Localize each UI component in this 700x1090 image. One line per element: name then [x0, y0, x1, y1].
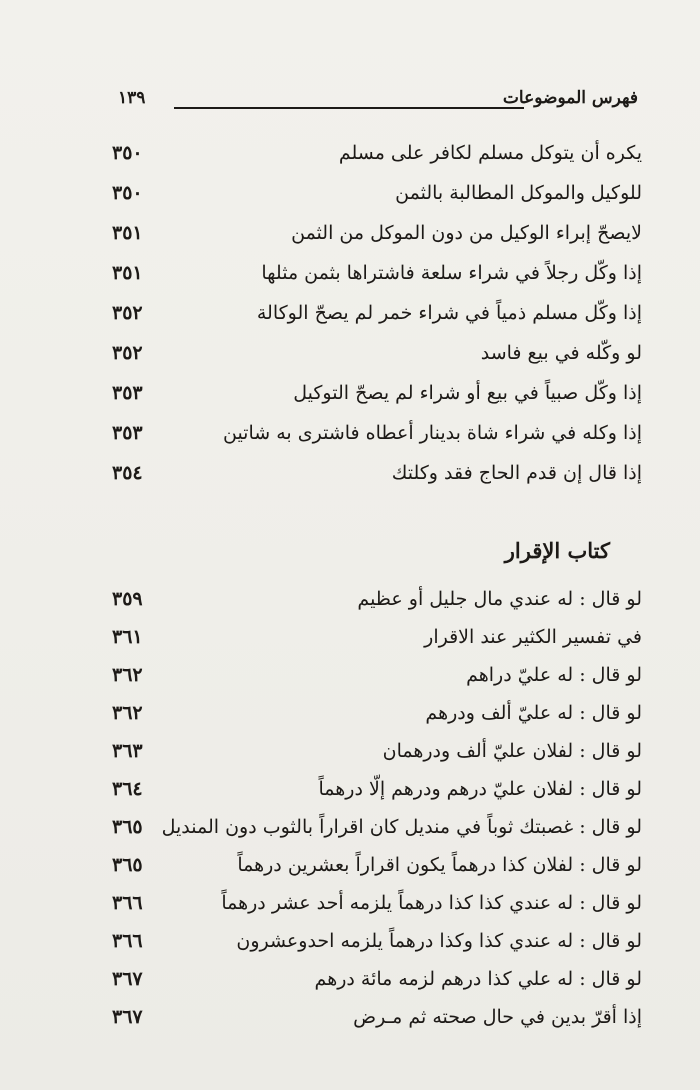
- index-entry: [112, 584, 642, 622]
- entry-text: إذا وكله في شراء شاة بدينار أعطاه فاشترى به شاتين: [222, 422, 642, 444]
- section-heading: كتاب الإقرار: [504, 538, 610, 563]
- entry-text: لو قال : له عندي كذا وكذا درهماً يلزمه احدوعشرون: [236, 930, 642, 952]
- entry-text: لو قال : لفلان عليّ ألف ودرهمان: [382, 740, 642, 762]
- entry-text: لو قال : له عليّ دراهم: [466, 664, 642, 686]
- header-title: فهرس الموضوعات: [502, 88, 638, 108]
- index-entry: [112, 926, 642, 964]
- entry-page: ٣٥١: [112, 222, 143, 244]
- entry-text: في تفسير الكثير عند الاقرار: [424, 626, 642, 648]
- entry-text: لو قال : لفلان كذا درهماً يكون اقراراً بعشرين درهماً: [237, 854, 642, 876]
- index-entry: [112, 298, 642, 338]
- header-page-number: ١٣٩: [118, 88, 146, 108]
- index-entry: [112, 378, 642, 418]
- entry-page: ٣٥٣: [112, 382, 143, 404]
- entry-text: إذا وكّل مسلم ذمياً في شراء خمر لم يصحّ الوكالة: [256, 302, 642, 324]
- entry-page: ٣٥٤: [112, 462, 143, 484]
- entry-page: ٣٥١: [112, 262, 143, 284]
- entry-page: ٣٦٢: [112, 664, 143, 686]
- entry-text: إذا وكّل صبياً في بيع أو شراء لم يصحّ التوكيل: [293, 382, 642, 404]
- entry-text: إذا وكّل رجلاً في شراء سلعة فاشتراها بثمن مثلها: [261, 262, 642, 284]
- index-entry: [112, 660, 642, 698]
- entry-text: لو قال : له عندي مال جليل أو عظيم: [357, 588, 642, 610]
- index-entry: [112, 418, 642, 458]
- entry-text: لايصحّ إبراء الوكيل من دون الموكل من الثمن: [291, 222, 642, 244]
- entry-page: ٣٦٥: [112, 816, 143, 838]
- entry-page: ٣٦١: [112, 626, 143, 648]
- entry-text: لو قال : لفلان عليّ درهم ودرهم إلّا درهماً: [318, 778, 642, 800]
- index-list-bottom: [112, 584, 642, 1040]
- entry-page: ٣٦٤: [112, 778, 143, 800]
- entry-text: لو قال : له عندي كذا كذا درهماً يلزمه أحد عشر درهماً: [221, 892, 642, 914]
- entry-text: لو قال : له علي كذا درهم لزمه مائة درهم: [314, 968, 642, 990]
- index-entry: [112, 138, 642, 178]
- entry-page: ٣٦٢: [112, 702, 143, 724]
- entry-page: ٣٥٣: [112, 422, 143, 444]
- index-entry: [112, 774, 642, 812]
- entry-page: ٣٥٢: [112, 302, 143, 324]
- index-entry: [112, 964, 642, 1002]
- entry-page: ٣٦٧: [112, 1006, 143, 1028]
- entry-text: لو قال : غصبتك ثوباً في منديل كان اقراراً بالثوب دون المنديل: [161, 816, 642, 838]
- entry-text: يكره أن يتوكل مسلم لكافر على مسلم: [338, 142, 642, 164]
- index-entry: [112, 258, 642, 298]
- entry-page: ٣٦٣: [112, 740, 143, 762]
- index-entry: [112, 218, 642, 258]
- entry-page: ٣٦٦: [112, 930, 143, 952]
- index-entry: [112, 850, 642, 888]
- index-entry: [112, 622, 642, 660]
- entry-page: ٣٦٥: [112, 854, 143, 876]
- entry-page: ٣٥٠: [112, 182, 143, 204]
- index-entry: [112, 698, 642, 736]
- entry-text: إذا قال إن قدم الحاج فقد وكلتك: [391, 462, 642, 484]
- index-entry: [112, 178, 642, 218]
- entry-page: ٣٦٦: [112, 892, 143, 914]
- page-header: [118, 88, 638, 120]
- index-list-top: [112, 138, 642, 498]
- entry-page: ٣٥٩: [112, 588, 143, 610]
- index-entry: [112, 338, 642, 378]
- header-rule: [174, 107, 524, 109]
- entry-page: ٣٥٠: [112, 142, 143, 164]
- entry-page: ٣٦٧: [112, 968, 143, 990]
- index-entry: [112, 888, 642, 926]
- entry-text: إذا أقرّ بدين في حال صحته ثم مـرض: [353, 1006, 642, 1028]
- index-entry: [112, 1002, 642, 1040]
- index-entry: [112, 458, 642, 498]
- index-entry: [112, 736, 642, 774]
- index-entry: [112, 812, 642, 850]
- entry-text: لو قال : له عليّ ألف ودرهم: [425, 702, 642, 724]
- entry-page: ٣٥٢: [112, 342, 143, 364]
- entry-text: للوكيل والموكل المطالبة بالثمن: [395, 182, 642, 204]
- entry-text: لو وكّله في بيع فاسد: [480, 342, 642, 364]
